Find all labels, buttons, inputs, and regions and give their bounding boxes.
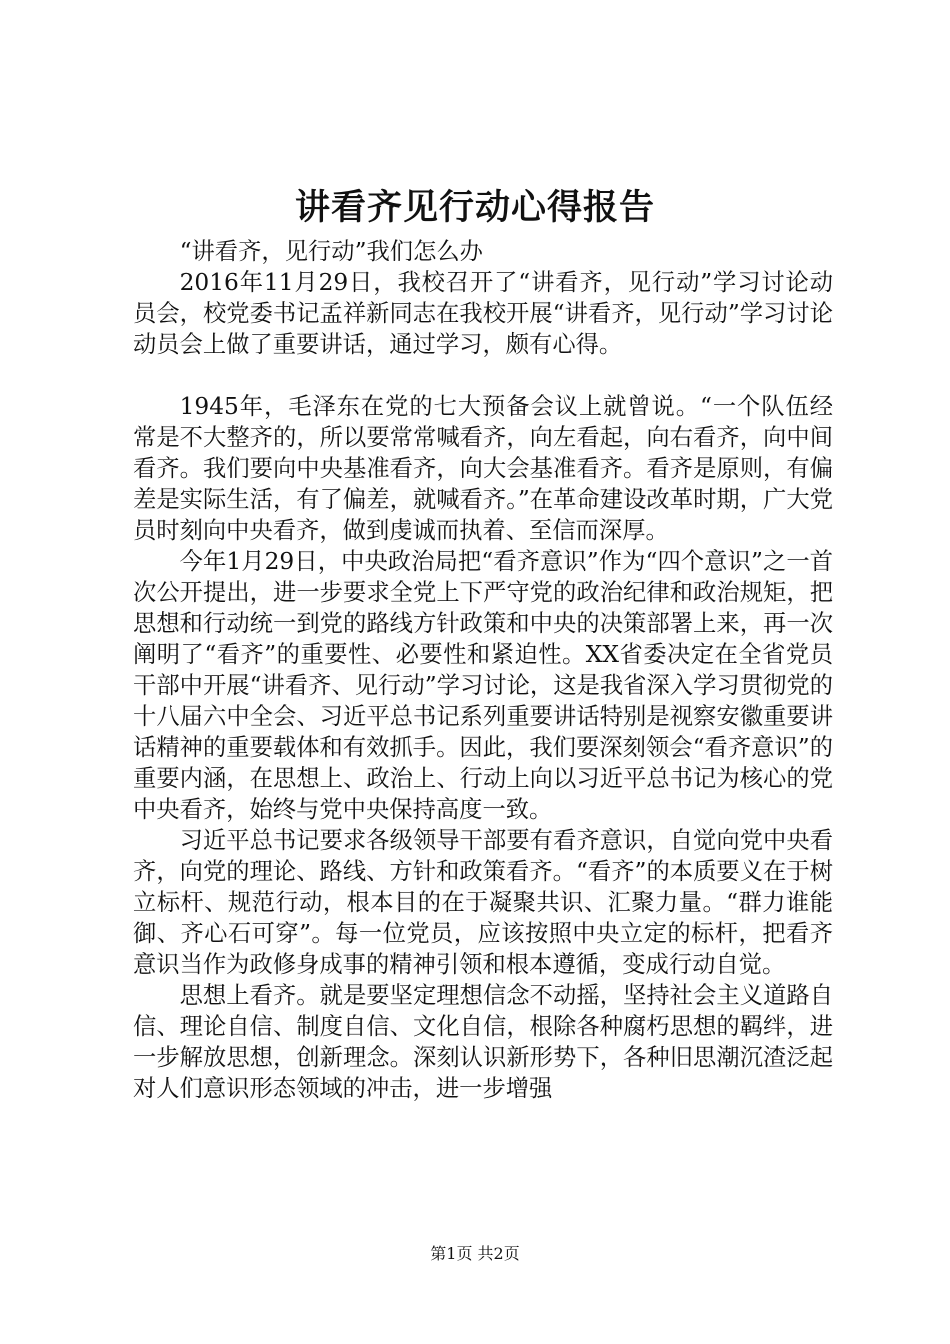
- paragraph-subtitle: “讲看齐，见行动”我们怎么办: [179, 238, 483, 265]
- paragraph-central-politburo: 今年1月29日，中央政治局把“看齐意识”作为“四个意识”之一首次公开提出，进一步要求全党上下严守党的政治纪律和政治规矩，把思想和行动统一到党的路线方针政策和中央的决策部署上来，再一次阐明了“看齐”的重要性、必要性和紧迫性。XX省委决定在全省党员干部中开展“讲看齐、见行动”学习讨论，这是我省深入学习贯彻党的十八届六中全会、习近平总书记系列重要讲话特别是视察安徽重要讲话精神的重要载体和有效抓手。因此，我们要深刻领会“看齐意识”的重要内涵，在思想上、政治上、行动上向以习近平总书记为核心的党中央看齐，始终与党中央保持高度一致。: [133, 548, 833, 823]
- document-title: 讲看齐见行动心得报告: [294, 187, 655, 228]
- document-body: [133, 236, 833, 1104]
- paragraph-xi-requirements: 习近平总书记要求各级领导干部要有看齐意识，自觉向党中央看齐，向党的理论、路线、方针和政策看齐。“看齐”的本质要义在于树立标杆、规范行动，根本目的在于凝聚共识、汇聚力量。“群力谁能御、齐心石可穿”。每一位党员，应该按照中央立定的标杆，把看齐意识当作为政修身成事的精神引领和根本遵循，变成行动自觉。: [133, 827, 833, 978]
- paragraph-intro: 2016年11月29日，我校召开了“讲看齐，见行动”学习讨论动员会，校党委书记孟祥新同志在我校开展“讲看齐，见行动”学习讨论动员会上做了重要讲话，通过学习，颇有心得。: [133, 269, 833, 358]
- paragraph-ideological-alignment: 思想上看齐。就是要坚定理想信念不动摇，坚持社会主义道路自信、理论自信、制度自信、文化自信，根除各种腐朽思想的羁绊，进一步解放思想，创新理念。深刻认识新形势下，各种旧思潮沉渣泛起对人们意识形态领域的冲击，进一步增强: [133, 982, 833, 1102]
- paragraph-gap: [133, 360, 833, 391]
- page-footer: 第1页 共2页: [430, 1244, 520, 1263]
- paragraph-history: 1945年，毛泽东在党的七大预备会议上就曾说。“一个队伍经常是不大整齐的，所以要常常喊看齐，向左看起，向右看齐，向中间看齐。我们要向中央基准看齐，向大会基准看齐。看齐是原则，有偏差是实际生活，有了偏差，就喊看齐。”在革命建设改革时期，广大党员时刻向中央看齐，做到虔诚而执着、至信而深厚。: [133, 393, 833, 544]
